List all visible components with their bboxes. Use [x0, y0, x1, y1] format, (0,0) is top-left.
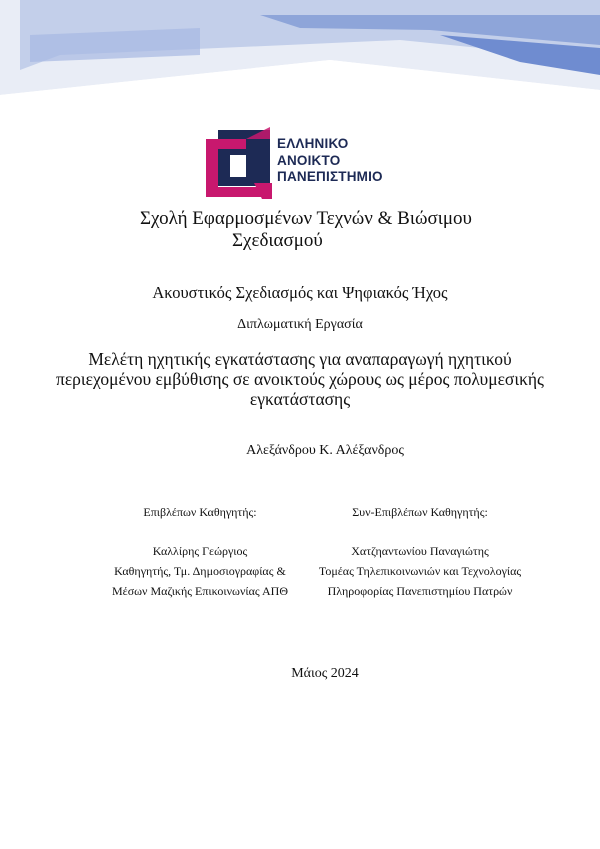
co-supervisor-block: [290, 502, 550, 601]
author-name: Αλεξάνδρου Κ. Αλέξανδρος: [246, 443, 404, 458]
school-name-line-2: Σχεδιασμού: [232, 230, 323, 251]
thesis-type: Διπλωματική Εργασία: [237, 317, 363, 332]
thesis-title: Μελέτη ηχητικής εγκατάστασης για αναπαραγωγή ηχητικού περιεχομένου εμβύθισης σε ανοικτούς χώρους ως μέρος πολυμεσικής εγκατάστασης: [56, 349, 544, 409]
supervisor-role: Επιβλέπων Καθηγητής:: [143, 505, 257, 519]
co-supervisor-name: Χατζηαντωνίου Παναγιώτης: [351, 544, 489, 558]
submission-date: Μάιος 2024: [291, 666, 359, 681]
logo-line-2: ΑΝΟΙΚΤΟ: [277, 152, 341, 168]
logo-line-1: ΕΛΛΗΝΙΚΟ: [277, 136, 349, 151]
program-name: Ακουστικός Σχεδιασμός και Ψηφιακός Ήχος: [152, 283, 448, 302]
logo-line-3: ΠΑΝΕΠΙΣΤΗΜΙΟ: [277, 169, 383, 184]
logo-wordmark: [277, 136, 383, 186]
supervisor-affiliation-1: Καθηγητής, Τμ. Δημοσιογραφίας &: [114, 564, 286, 578]
co-supervisor-role: Συν-Επιβλέπων Καθηγητής:: [352, 505, 488, 519]
school-name-line-1: Σχολή Εφαρμοσμένων Τεχνών & Βιώσιμου: [140, 208, 472, 229]
co-supervisor-affiliation-1: Τομέας Τηλεπικοινωνιών και Τεχνολογίας: [318, 564, 522, 578]
school-name: [140, 208, 500, 252]
supervisor-affiliation-2: Μέσων Μαζικής Επικοινωνίας ΑΠΘ: [111, 584, 288, 598]
decorative-banner: [0, 0, 600, 130]
co-supervisor-affiliation-2: Πληροφορίας Πανεπιστημίου Πατρών: [327, 584, 513, 598]
supervisor-name: Καλλίρης Γεώργιος: [152, 544, 248, 558]
logo-white-cut: [230, 155, 246, 177]
